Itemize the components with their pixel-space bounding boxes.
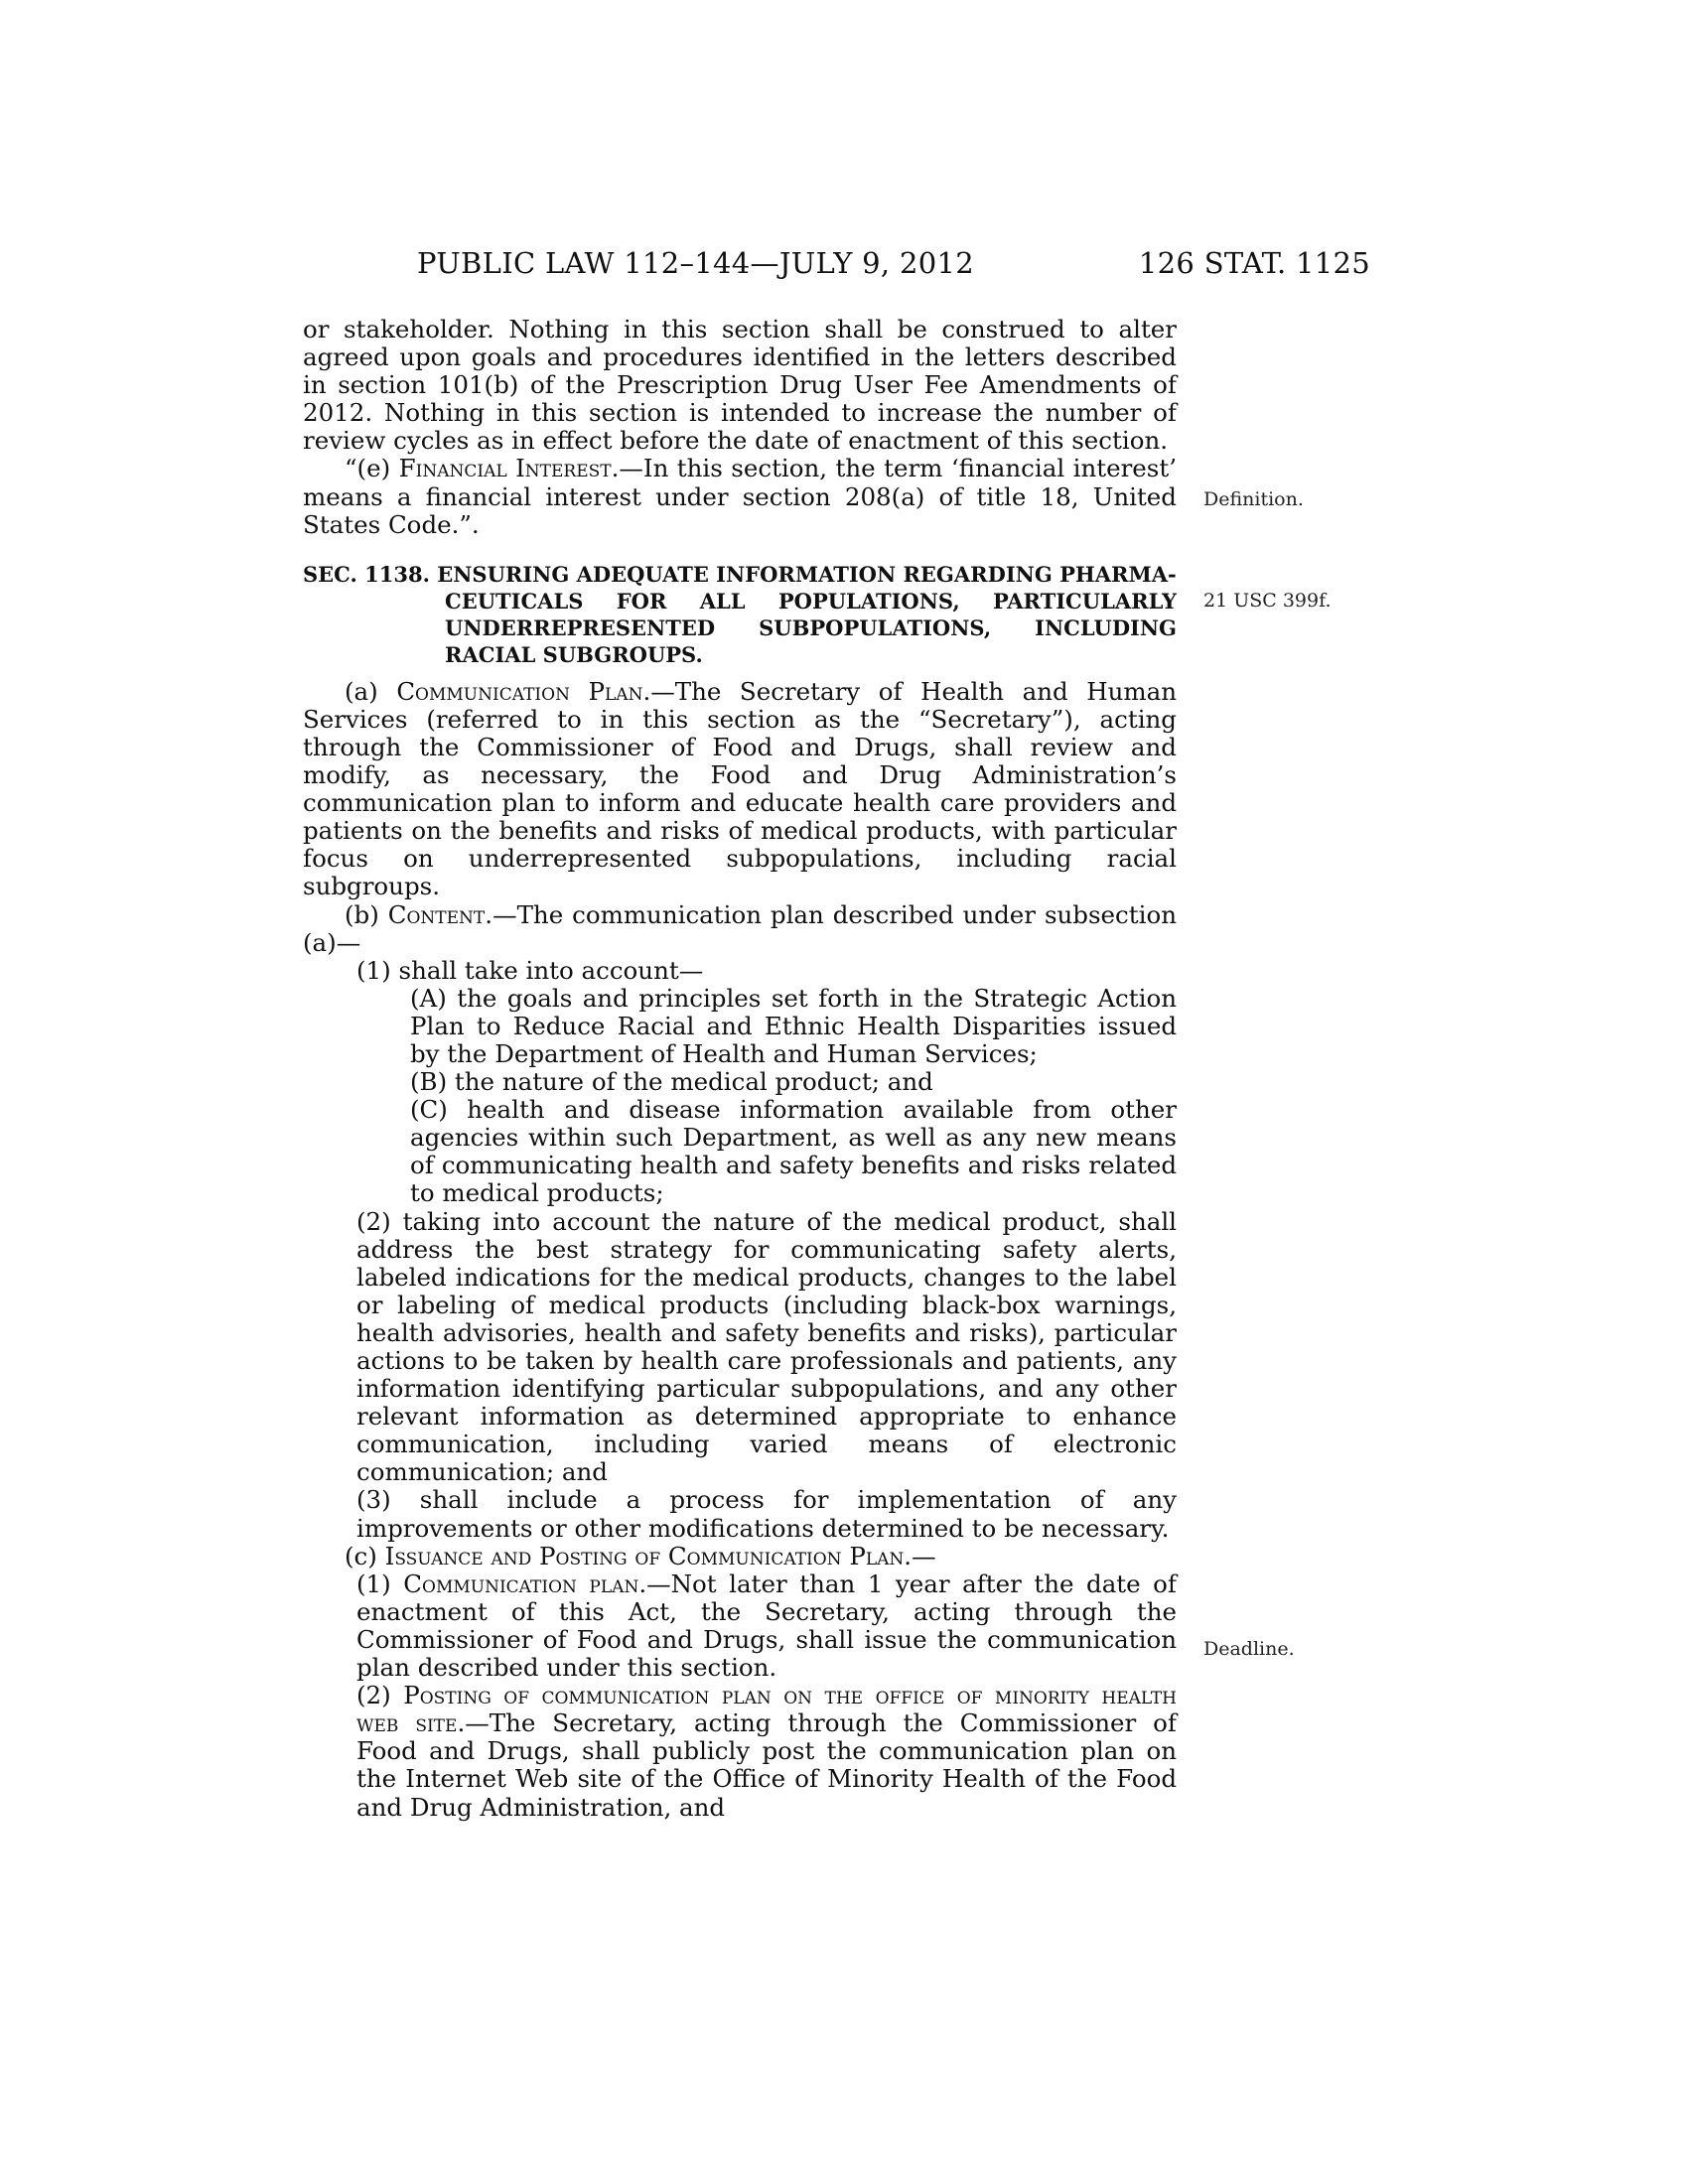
subsection-b-prefix: (b) (345, 899, 379, 929)
margin-note-definition: Definition. (1203, 488, 1304, 510)
page-header (417, 246, 1370, 286)
document-body (303, 316, 1177, 1822)
subsection-e (303, 455, 1177, 538)
subsection-e-heading: Financial Interest (398, 454, 612, 483)
paragraph-c2-prefix: (2) (356, 1681, 391, 1710)
paragraph-b1: (1) shall take into account— (356, 955, 704, 985)
margin-note-usc: 21 USC 399f. (1203, 590, 1332, 612)
subsection-b-text: .—The communication plan described under subsection (a)— (303, 899, 1177, 957)
paragraph-c1-text: .—Not later than 1 year after the date of enactment of this Act, the Secretary, acting through the Commissioner of Food and Drugs, shall issue the communication plan described under this section. (356, 1569, 1178, 1683)
paragraph-c1-heading: Communication plan (403, 1569, 639, 1598)
subsection-c-prefix: (c) (345, 1541, 377, 1570)
subparagraph-b1C: (C) health and disease information available from other agencies within such Department, as well as any new means of communicating health and safety benefits and risks related to medical products; (410, 1095, 1177, 1208)
subparagraph-b1A: (A) the goals and principles set forth in the Strategic Action Plan to Reduce Racial and Ethnic Health Disparities issued by the Department of Health and Human Services; (410, 983, 1177, 1068)
subsection-a (303, 678, 1177, 901)
paragraph-c2-heading: Posting of communication plan on the office of minority health web site (356, 1681, 1177, 1738)
continuation-paragraph: or stakeholder. Nothing in this section shall be construed to alter agreed upon goals and procedures identified in the letters described in section 101(b) of the Prescription Drug User Fee Amendments of 2012. Nothing in this section is intended to increase the number of review cycles as in effect before the date of enactment of this section. (303, 315, 1177, 456)
subsection-e-text: .—In this section, the term ‘financial interest’ means a financial interest under section 208(a) of title 18, United States Code.”. (303, 454, 1177, 539)
subsection-b-heading: Content (387, 899, 486, 929)
subsection-b (303, 901, 1177, 957)
subsection-c-heading-suffix: .— (904, 1541, 936, 1570)
paragraph-c1-prefix: (1) (356, 1569, 391, 1598)
section-heading-continuation: CEUTICALS FOR ALL POPULATIONS, PARTICULARLY UNDERREPRESENTED SUBPOPULATIONS, INCLUDING RACIAL SUBGROUPS. (445, 588, 1177, 667)
margin-note-deadline: Deadline. (1203, 1638, 1295, 1660)
subsection-a-heading: Communication Plan (396, 676, 643, 706)
statute-page-number: 126 STAT. 1125 (1138, 246, 1370, 280)
subsection-c (303, 1543, 1177, 1570)
subsection-a-text: .—The Secretary of Health and Human Services (referred to in this section as the “Secretary”), acting through the Commissioner of Food and Drugs, shall review and modify, as necessary, the Food and Drug Administration’s communication plan to inform and educate health care providers and patients on the benefits and risks of medical products, with particular focus on underrepresented subpopulations, including racial subgroups. (303, 676, 1177, 901)
public-law-title: PUBLIC LAW 112–144—JULY 9, 2012 (417, 246, 974, 280)
section-heading-first-line: SEC. 1138. ENSURING ADEQUATE INFORMATION REGARDING PHARMA- (303, 561, 1177, 587)
subparagraph-b1B: (B) the nature of the medical product; and (410, 1067, 933, 1097)
paragraph-c1 (303, 1570, 1177, 1682)
paragraph-c2-text: .—The Secretary, acting through the Commissioner of Food and Drugs, shall publicly post the communication plan on the Internet Web site of the Office of Minority Health of the Food and Drug Administration, and (356, 1708, 1177, 1822)
paragraph-b2: (2) taking into account the nature of the medical product, shall address the best strategy for communicating safety alerts, labeled indications for the medical products, changes to the label or labeling of medical products (including black-box warnings, health advisories, health and safety benefits and risks), particular actions to be taken by health care professionals and patients, any information identifying particular subpopulations, and any other relevant information as determined appropriate to enhance communication, including varied means of electronic communication; and (356, 1206, 1177, 1487)
paragraph-b3: (3) shall include a process for implementation of any improvements or other modifications determined to be necessary. (356, 1485, 1177, 1543)
paragraph-c2 (303, 1682, 1177, 1821)
section-heading (303, 561, 1177, 668)
subsection-a-prefix: (a) (345, 676, 378, 706)
subsection-c-heading: Issuance and Posting of Communication Plan (384, 1541, 905, 1570)
subsection-e-prefix: “(e) (345, 454, 391, 483)
